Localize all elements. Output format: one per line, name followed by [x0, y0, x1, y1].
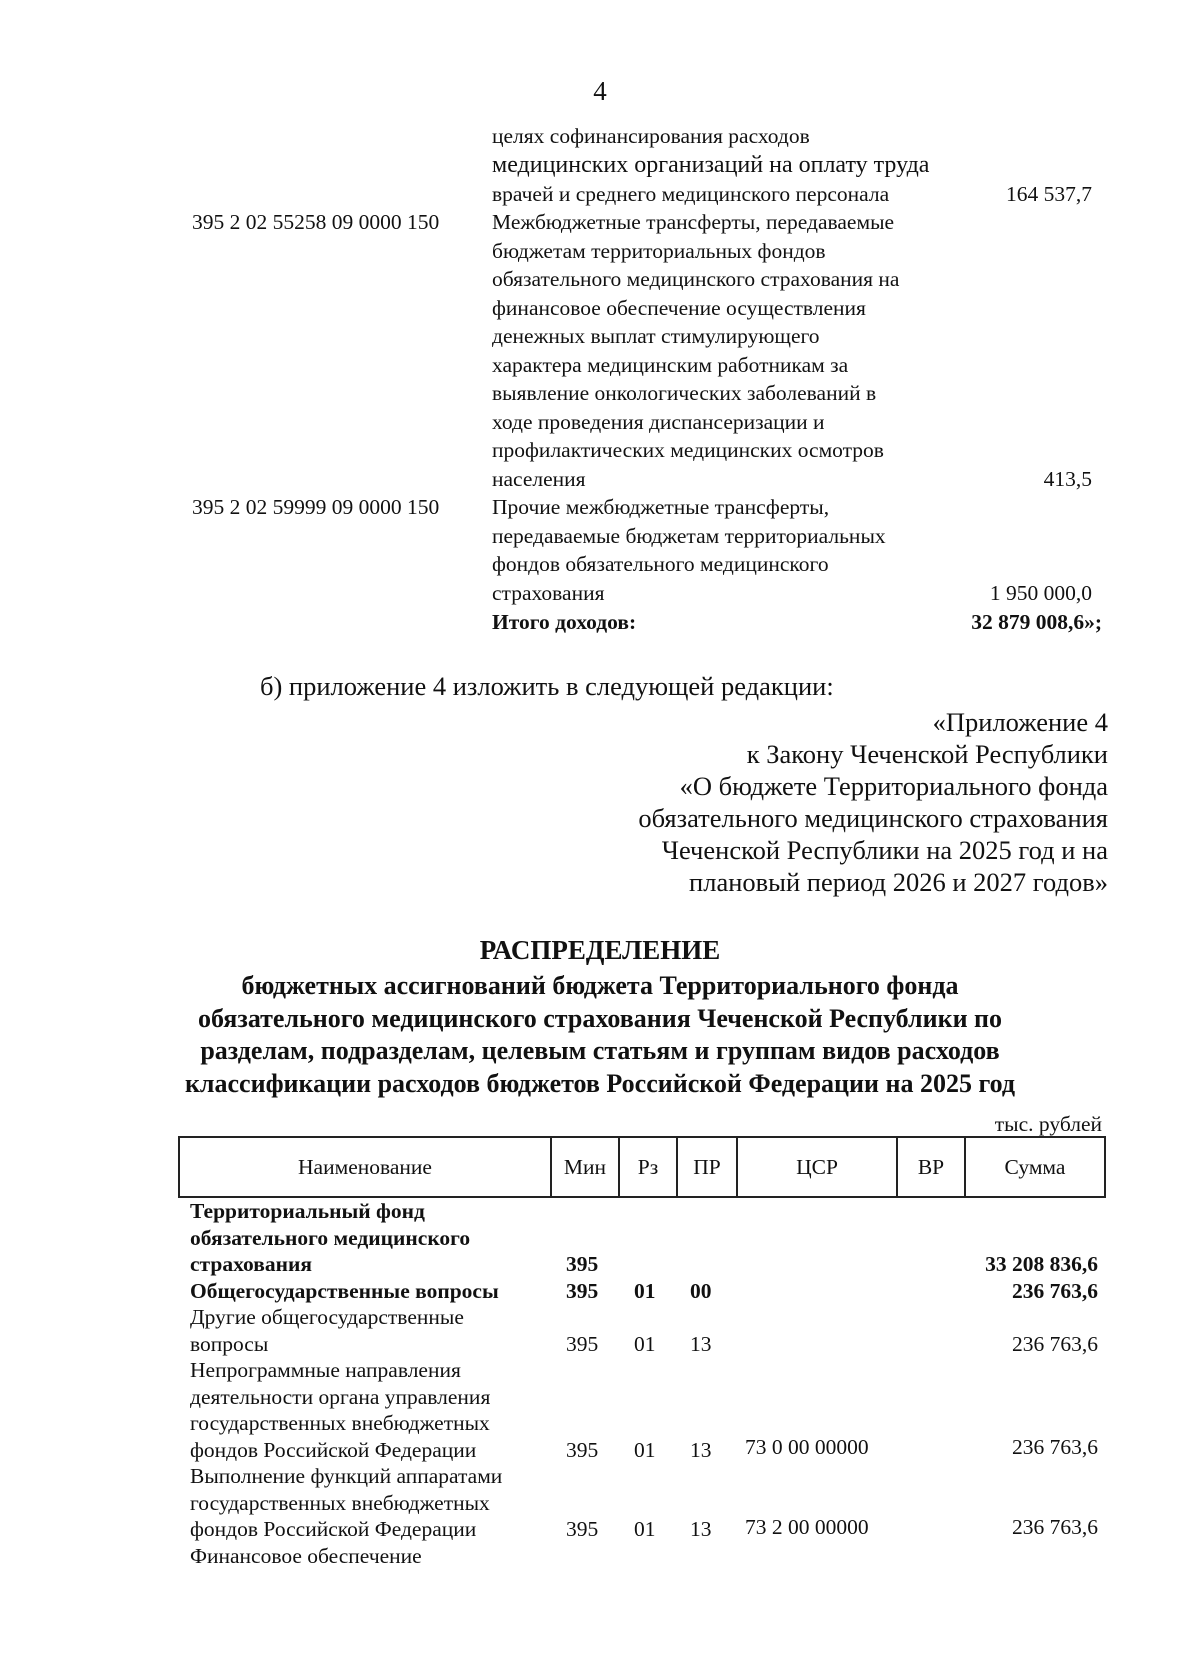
- col-header-vr: ВР: [897, 1137, 965, 1197]
- total-label: Итого доходов:: [492, 610, 637, 634]
- row-name-line: фондов Российской Федерации: [190, 1517, 477, 1541]
- income-desc-line: обязательного медицинского страхования на: [492, 267, 900, 291]
- heading-subtitle-line: обязательного медицинского страхования Чеченской Республики по: [197, 1003, 1003, 1033]
- row-min: 395: [566, 1331, 599, 1356]
- units-label: тыс. рублей: [994, 1112, 1102, 1136]
- heading-subtitle-line: разделам, подразделам, целевым статьям и группам видов расходов: [200, 1036, 1000, 1065]
- row-name-line: деятельности органа управления: [190, 1384, 491, 1409]
- annex-line: «О бюджете Территориального фонда: [679, 771, 1108, 801]
- row-name-line: Финансовое обеспечение: [190, 1543, 422, 1568]
- income-desc-line: страхования: [492, 580, 605, 605]
- row-name-line: государственных внебюджетных: [190, 1490, 490, 1515]
- col-header-name: Наименование: [179, 1137, 551, 1197]
- annex-line: Чеченской Республики на 2025 год и на: [661, 835, 1108, 865]
- income-desc-line: врачей и среднего медицинского персонала: [492, 182, 890, 206]
- col-header-rz: Рз: [619, 1137, 677, 1197]
- income-desc-line: характера медицинским работникам за: [492, 352, 849, 377]
- income-desc-line: профилактических медицинских осмотров: [492, 438, 884, 462]
- row-min: 395: [566, 1252, 599, 1276]
- income-desc-line: денежных выплат стимулирующего: [492, 324, 820, 348]
- row-name-line: вопросы: [190, 1331, 269, 1356]
- row-sum: 236 763,6: [1012, 1515, 1098, 1539]
- annex-header: [638, 706, 1108, 898]
- row-csr: 73 2 00 00000: [745, 1515, 869, 1539]
- income-desc-line: выявление онкологических заболеваний в: [492, 381, 877, 405]
- annex-line: плановый период 2026 и 2027 годов»: [689, 867, 1108, 897]
- row-name-line: Выполнение функций аппаратами: [190, 1464, 503, 1488]
- income-desc-line: населения: [492, 466, 586, 491]
- income-desc-line: целях софинансирования расходов: [492, 124, 810, 148]
- row-pr: 00: [690, 1278, 712, 1303]
- row-min: 395: [566, 1278, 599, 1303]
- row-name-line: государственных внебюджетных: [190, 1411, 490, 1435]
- col-header-csr: ЦСР: [737, 1137, 897, 1197]
- income-code: 395 2 02 59999 09 0000 150: [192, 495, 440, 519]
- row-name-line: Непрограммные направления: [190, 1358, 461, 1382]
- annex-line: обязательного медицинского страхования: [638, 803, 1108, 833]
- income-desc-line: передаваемые бюджетам территориальных: [492, 523, 886, 548]
- income-desc-line: бюджетам территориальных фондов: [492, 238, 826, 263]
- annex-line: «Приложение 4: [932, 707, 1108, 737]
- income-desc-line: финансовое обеспечение осуществления: [492, 295, 866, 320]
- col-header-pr: ПР: [677, 1137, 737, 1197]
- income-desc-line: Межбюджетные трансферты, передаваемые: [492, 210, 895, 234]
- income-desc-line: фондов обязательного медицинского: [492, 552, 829, 576]
- row-sum: 236 763,6: [1012, 1435, 1098, 1459]
- row-min: 395: [566, 1517, 599, 1541]
- income-code: 395 2 02 55258 09 0000 150: [192, 210, 440, 234]
- budget-table-header: [178, 1136, 1106, 1198]
- row-name-line: страхования: [190, 1252, 312, 1276]
- amendment-paragraph: б) приложение 4 изложить в следующей редакции:: [260, 671, 834, 701]
- row-rz: 01: [634, 1517, 656, 1541]
- heading-subtitle-line: классификации расходов бюджетов Российской Федерации на 2025 год: [184, 1068, 1016, 1098]
- row-sum: 236 763,6: [1012, 1278, 1098, 1303]
- total-amount: 32 879 008,6»;: [971, 610, 1102, 634]
- row-name-line: Общегосударственные вопросы: [190, 1278, 499, 1303]
- col-header-min: Мин: [551, 1137, 619, 1197]
- row-name-line: Другие общегосударственные: [190, 1305, 464, 1329]
- row-name-line: Территориальный фонд: [190, 1199, 425, 1223]
- row-name-line: фондов Российской Федерации: [190, 1437, 477, 1462]
- row-sum: 236 763,6: [1012, 1331, 1098, 1356]
- income-desc-line: Прочие межбюджетные трансферты,: [492, 495, 830, 519]
- row-pr: 13: [690, 1517, 712, 1541]
- income-desc-line: ходе проведения диспансеризации и: [492, 409, 825, 434]
- income-amount: 164 537,7: [1006, 182, 1092, 206]
- col-header-sum: Сумма: [965, 1137, 1105, 1197]
- income-amount: 413,5: [1043, 466, 1092, 491]
- row-rz: 01: [634, 1437, 656, 1462]
- row-sum: 33 208 836,6: [985, 1252, 1098, 1276]
- income-desc-line: медицинских организаций на оплату труда: [492, 152, 930, 178]
- row-rz: 01: [634, 1331, 656, 1356]
- row-csr: 73 0 00 00000: [745, 1435, 869, 1459]
- row-min: 395: [566, 1437, 599, 1462]
- page-number: 4: [593, 76, 607, 106]
- annex-line: к Закону Чеченской Республики: [746, 739, 1108, 769]
- document-heading: [0, 930, 1200, 1100]
- heading-title: РАСПРЕДЕЛЕНИЕ: [479, 935, 721, 965]
- row-rz: 01: [634, 1278, 656, 1303]
- row-pr: 13: [690, 1331, 712, 1356]
- row-pr: 13: [690, 1437, 712, 1462]
- row-name-line: обязательного медицинского: [190, 1225, 471, 1250]
- income-amount: 1 950 000,0: [989, 580, 1092, 605]
- heading-subtitle-line: бюджетных ассигнований бюджета Территориального фонда: [241, 971, 959, 1000]
